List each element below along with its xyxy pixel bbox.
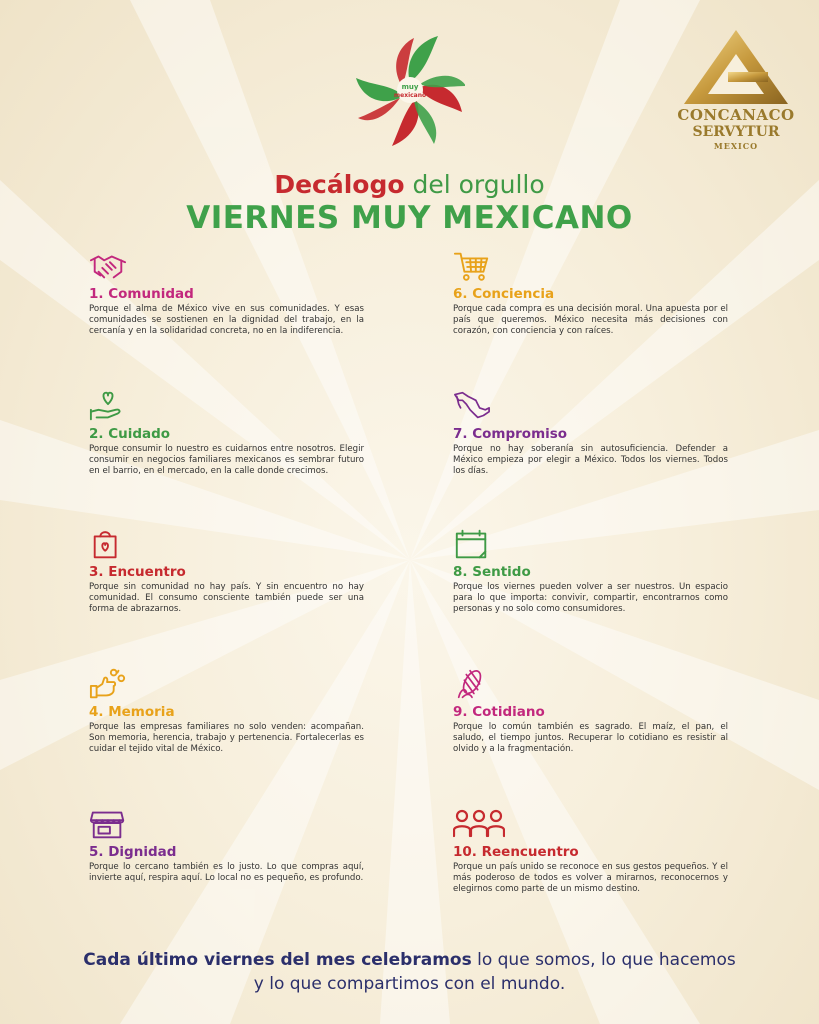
- page-title: [0, 170, 819, 199]
- servytur-name: SERVYTUR: [692, 124, 780, 140]
- item-text: Porque no hay soberanía sin autosuficiencia. Defender a México empieza por elegir a México. Todos los viernes. Todos los días.: [453, 444, 728, 477]
- item-title: 3. Encuentro: [89, 564, 186, 580]
- mexico-map-icon: [453, 390, 491, 422]
- footer-rest: lo que somos, lo que hacemos: [471, 950, 736, 970]
- item-memoria: [89, 668, 364, 756]
- concanaco-name: CONCANACO: [677, 106, 795, 124]
- item-sentido: [453, 528, 728, 616]
- item-text: Porque el alma de México vive en sus comunidades. Y esas comunidades se sostienen en la dignidad del trabajo, en la cercanía y en la solidaridad concreta, no en la indiferencia.: [89, 304, 364, 337]
- item-cotidiano: [453, 668, 728, 756]
- corn-icon: [453, 668, 491, 700]
- item-title: 7. Compromiso: [453, 426, 568, 442]
- mexico-label: MEXICO: [713, 141, 759, 151]
- item-text: Porque consumir lo nuestro es cuidarnos entre nosotros. Elegir consumir en negocios familiares mexicanos es sembrar futuro en el barrio, en el mercado, en la calle donde crecimos.: [89, 444, 364, 477]
- item-compromiso: [453, 390, 728, 478]
- shopping-cart-icon: [453, 250, 491, 282]
- item-text: Porque un país unido se reconoce en sus gestos pequeños. Y el más poderoso de todos es volver a mirarnos, reconocernos y elegirnos como parte de un mismo destino.: [453, 862, 728, 895]
- logo-mexicano-text: mexicano: [393, 92, 427, 99]
- title-del-orgullo: del orgullo: [404, 170, 545, 199]
- item-title: 9. Cotidiano: [453, 704, 545, 720]
- item-text: Porque lo cercano también es lo justo. Lo que compras aquí, invierte aquí, respira aquí. Lo local no es pequeño, es profundo.: [89, 862, 364, 884]
- footer-bold: Cada último viernes del mes celebramos: [83, 950, 472, 970]
- shopping-bag-icon: [89, 528, 127, 560]
- title-decalogo: Decálogo: [274, 170, 405, 199]
- storefront-icon: [89, 808, 127, 840]
- item-text: Porque las empresas familiares no solo venden: acompañan. Son memoria, herencia, trabajo y pertenencia. Fortalecerlas es cuidar el tejido vital de México.: [89, 722, 364, 755]
- item-reencuentro: [453, 808, 728, 896]
- people-group-icon: [453, 808, 505, 840]
- page-subtitle: VIERNES MUY MEXICANO: [186, 200, 633, 236]
- item-title: 6. Conciencia: [453, 286, 555, 302]
- item-comunidad: [89, 250, 364, 338]
- item-title: 2. Cuidado: [89, 426, 171, 442]
- item-text: Porque los viernes pueden volver a ser nuestros. Un espacio para lo que importa: convivir, compartir, encontrarnos como personas y no solo como consumidores.: [453, 582, 728, 615]
- logo-muy-text: muy: [401, 83, 419, 91]
- item-title: 5. Dignidad: [89, 844, 177, 860]
- concanaco-logo: [676, 28, 796, 153]
- muy-mexicano-logo: [355, 32, 465, 152]
- item-encuentro: [89, 528, 364, 616]
- item-dignidad: [89, 808, 364, 884]
- item-text: Porque cada compra es una decisión moral. Una apuesta por el país que queremos. México necesita más decisiones con corazón, con conciencia y con raíces.: [453, 304, 728, 337]
- item-text: Porque lo común también es sagrado. El maíz, el pan, el saludo, el tiempo juntos. Recuperar lo cotidiano es resistir al olvido y a la fragmentación.: [453, 722, 728, 755]
- item-text: Porque sin comunidad no hay país. Y sin encuentro no hay comunidad. El consumo consciente también puede ser una forma de abrazarnos.: [89, 582, 364, 615]
- item-title: 10. Reencuentro: [453, 844, 579, 860]
- handshake-icon: [89, 250, 127, 282]
- footer-message: [0, 948, 819, 996]
- memory-hand-icon: [89, 668, 127, 700]
- heart-hand-icon: [89, 390, 127, 422]
- footer-line-2: y lo que compartimos con el mundo.: [253, 974, 566, 994]
- item-title: 8. Sentido: [453, 564, 531, 580]
- item-cuidado: [89, 390, 364, 478]
- item-conciencia: [453, 250, 728, 338]
- item-title: 1. Comunidad: [89, 286, 194, 302]
- calendar-icon: [453, 528, 491, 560]
- footer-line-1: [0, 948, 819, 972]
- item-title: 4. Memoria: [89, 704, 175, 720]
